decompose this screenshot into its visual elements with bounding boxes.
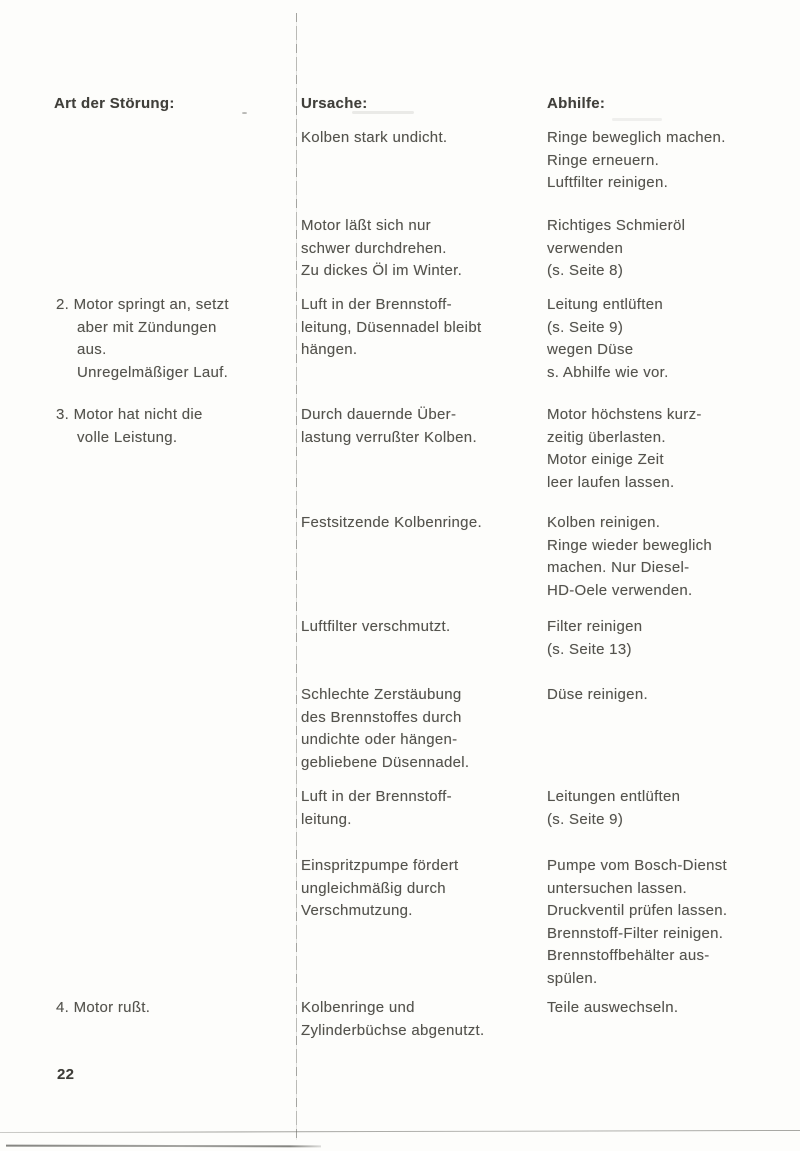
- text-line: Ringe erneuern.: [547, 151, 660, 169]
- text-line: Filter reinigen: [547, 618, 643, 635]
- text-line: Motor läßt sich nur: [301, 217, 431, 234]
- text-line: Teile auswechseln.: [547, 999, 679, 1016]
- text-line: zeitig überlasten.: [547, 428, 666, 446]
- column-divider-line: [296, 13, 297, 1140]
- page-number: 22: [57, 1066, 75, 1083]
- cause-cell: [301, 512, 482, 535]
- text-line: (s. Seite 9): [547, 810, 624, 828]
- text-line: wegen Düse: [547, 341, 634, 358]
- remedy-cell: [547, 127, 726, 195]
- cause-cell: [301, 786, 452, 831]
- cause-cell: [301, 127, 447, 150]
- remedy-cell: [547, 512, 712, 602]
- text-line: aber mit Zündungen: [77, 318, 217, 336]
- text-line: Motor einige Zeit: [547, 451, 664, 468]
- text-line: 2. Motor springt an, setzt: [56, 296, 229, 313]
- column-header-cause: Ursache:: [301, 95, 368, 112]
- text-line: leitung, Düsennadel bleibt: [301, 318, 482, 336]
- cause-cell: [301, 404, 477, 449]
- text-line: 3. Motor hat nicht die: [56, 406, 203, 423]
- cause-cell: [301, 294, 481, 362]
- cause-cell: [301, 997, 484, 1042]
- text-line: Kolben reinigen.: [547, 514, 661, 531]
- text-line: Düse reinigen.: [547, 686, 648, 703]
- text-line: Brennstoffbehälter aus-: [547, 947, 710, 964]
- remedy-cell: [547, 404, 702, 494]
- text-line: des Brennstoffes durch: [301, 708, 462, 726]
- text-line: Festsitzende Kolbenringe.: [301, 514, 482, 531]
- bottom-left-rule-line: [6, 1145, 321, 1148]
- text-line: Druckventil prüfen lassen.: [547, 902, 728, 919]
- text-line: s. Abhilfe wie vor.: [547, 363, 669, 381]
- text-line: aus.: [77, 341, 107, 358]
- text-line: Durch dauernde Über-: [301, 406, 457, 423]
- text-line: (s. Seite 13): [547, 640, 632, 658]
- text-line: Kolben stark undicht.: [301, 129, 448, 146]
- text-line: Leitung entlüften: [547, 296, 664, 313]
- text-line: leer laufen lassen.: [547, 473, 675, 491]
- text-line: Luftfilter verschmutzt.: [301, 618, 451, 635]
- cause-cell: [301, 215, 462, 283]
- text-line: Richtiges Schmieröl: [547, 217, 686, 234]
- cause-cell: [301, 684, 469, 774]
- remedy-cell: [547, 616, 642, 661]
- text-line: Motor höchstens kurz-: [547, 406, 702, 423]
- text-line: Zu dickes Öl im Winter.: [301, 262, 463, 279]
- text-line: Ringe wieder beweglich: [547, 536, 713, 554]
- text-line: leitung.: [301, 810, 352, 828]
- text-line: Verschmutzung.: [301, 902, 413, 919]
- text-line: volle Leistung.: [77, 428, 178, 446]
- text-line: undichte oder hängen-: [301, 731, 458, 748]
- cause-cell: [301, 616, 450, 639]
- remedy-cell: [547, 786, 680, 831]
- text-line: Unregelmäßiger Lauf.: [77, 363, 229, 381]
- text-line: machen. Nur Diesel-: [547, 559, 690, 576]
- scan-smudge: [352, 111, 414, 114]
- text-line: Luft in der Brennstoff-: [301, 788, 452, 805]
- column-header-fault: Art der Störung:: [54, 95, 175, 112]
- text-line: spülen.: [547, 969, 598, 987]
- text-line: ungleichmäßig durch: [301, 879, 446, 897]
- text-line: 4. Motor rußt.: [56, 999, 151, 1016]
- text-line: Zylinderbüchse abgenutzt.: [301, 1021, 485, 1039]
- text-line: Schlechte Zerstäubung: [301, 686, 462, 703]
- text-line: (s. Seite 8): [547, 262, 624, 279]
- remedy-cell: [547, 215, 685, 283]
- text-line: Leitungen entlüften: [547, 788, 681, 805]
- bottom-rule-line: [0, 1130, 800, 1133]
- text-line: Pumpe vom Bosch-Dienst: [547, 857, 728, 874]
- text-line: lastung verrußter Kolben.: [301, 428, 477, 446]
- text-line: gebliebene Düsennadel.: [301, 753, 470, 771]
- cause-cell: [301, 855, 459, 923]
- text-line: (s. Seite 9): [547, 318, 624, 336]
- fault-cell: [56, 404, 203, 449]
- text-line: Ringe beweglich machen.: [547, 129, 726, 146]
- text-line: Einspritzpumpe fördert: [301, 857, 459, 874]
- remedy-cell: [547, 684, 648, 707]
- scan-smudge: [612, 118, 662, 121]
- text-line: schwer durchdrehen.: [301, 239, 447, 257]
- text-line: Kolbenringe und: [301, 999, 415, 1016]
- scan-speck: [242, 112, 247, 114]
- text-line: Brennstoff-Filter reinigen.: [547, 924, 724, 942]
- text-line: HD-Oele verwenden.: [547, 581, 693, 599]
- text-line: Luft in der Brennstoff-: [301, 296, 452, 313]
- remedy-cell: [547, 855, 727, 990]
- remedy-cell: [547, 294, 669, 384]
- text-line: untersuchen lassen.: [547, 879, 687, 897]
- fault-cell: [56, 997, 150, 1020]
- column-header-remedy: Abhilfe:: [547, 95, 606, 112]
- text-line: Luftfilter reinigen.: [547, 174, 669, 191]
- text-line: verwenden: [547, 239, 624, 257]
- fault-cell: [56, 294, 229, 384]
- remedy-cell: [547, 997, 678, 1020]
- text-line: hängen.: [301, 341, 358, 358]
